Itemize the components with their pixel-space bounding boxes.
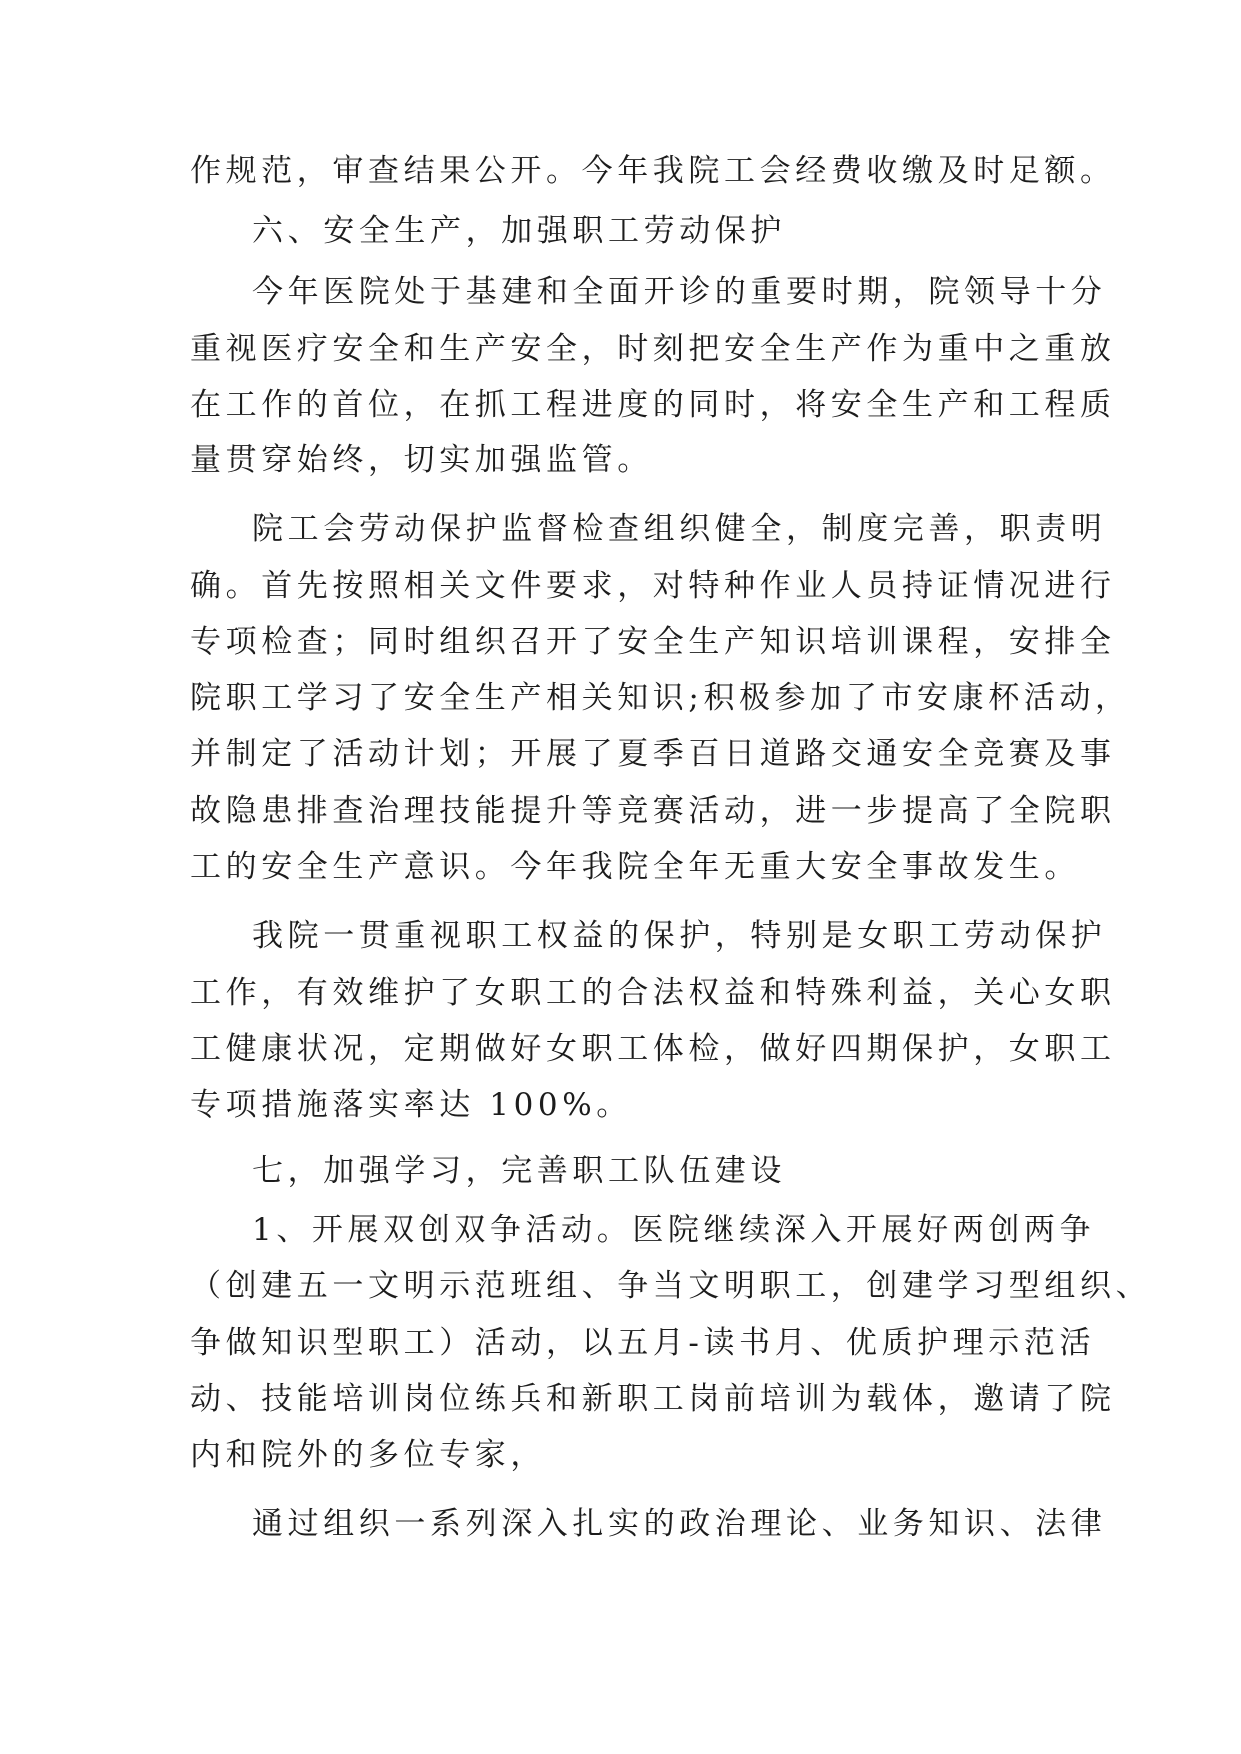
text-line: 并制定了活动计划；开展了夏季百日道路交通安全竞赛及事 [190, 736, 1116, 772]
text-line: 在工作的首位，在抓工程进度的同时，将安全生产和工程质 [190, 387, 1116, 423]
text-line: 内和院外的多位专家， [190, 1437, 546, 1473]
text-line: 故隐患排查治理技能提升等竞赛活动，进一步提高了全院职 [190, 793, 1116, 829]
text-line: 专项措施落实率达 100%。 [190, 1087, 632, 1123]
text-line: 争做知识型职工）活动，以五月-读书月、优质护理示范活 [190, 1325, 1096, 1361]
text-line: 作规范，审查结果公开。今年我院工会经费收缴及时足额。 [190, 153, 1116, 189]
text-line: 今年医院处于基建和全面开诊的重要时期，院领导十分 [252, 274, 1107, 310]
text-line: 工的安全生产意识。今年我院全年无重大安全事故发生。 [190, 849, 1080, 885]
text-line: 院职工学习了安全生产相关知识;积极参加了市安康杯活动， [190, 680, 1131, 716]
text-line: 确。首先按照相关文件要求，对特种作业人员持证情况进行 [190, 568, 1116, 604]
text-line: 1、开展双创双争活动。医院继续深入开展好两创两争 [252, 1212, 1096, 1248]
text-line: 工作，有效维护了女职工的合法权益和特殊利益，关心女职 [190, 975, 1116, 1011]
text-line: 工健康状况，定期做好女职工体检，做好四期保护，女职工 [190, 1031, 1116, 1067]
text-line: 量贯穿始终，切实加强监管。 [190, 442, 653, 478]
text-line: 我院一贯重视职工权益的保护，特别是女职工劳动保护 [252, 918, 1107, 954]
text-line: 重视医疗安全和生产安全，时刻把安全生产作为重中之重放 [190, 331, 1116, 367]
text-line: 通过组织一系列深入扎实的政治理论、业务知识、法律 [252, 1506, 1107, 1542]
section-heading-six: 六、安全生产，加强职工劳动保护 [252, 213, 786, 249]
section-heading-seven: 七，加强学习，完善职工队伍建设 [252, 1153, 786, 1189]
text-line: 专项检查；同时组织召开了安全生产知识培训课程，安排全 [190, 624, 1116, 660]
text-line: （创建五一文明示范班组、争当文明职工，创建学习型组织、 [190, 1268, 1152, 1304]
text-line: 院工会劳动保护监督检查组织健全，制度完善，职责明 [252, 511, 1107, 547]
text-line: 动、技能培训岗位练兵和新职工岗前培训为载体，邀请了院 [190, 1381, 1116, 1417]
